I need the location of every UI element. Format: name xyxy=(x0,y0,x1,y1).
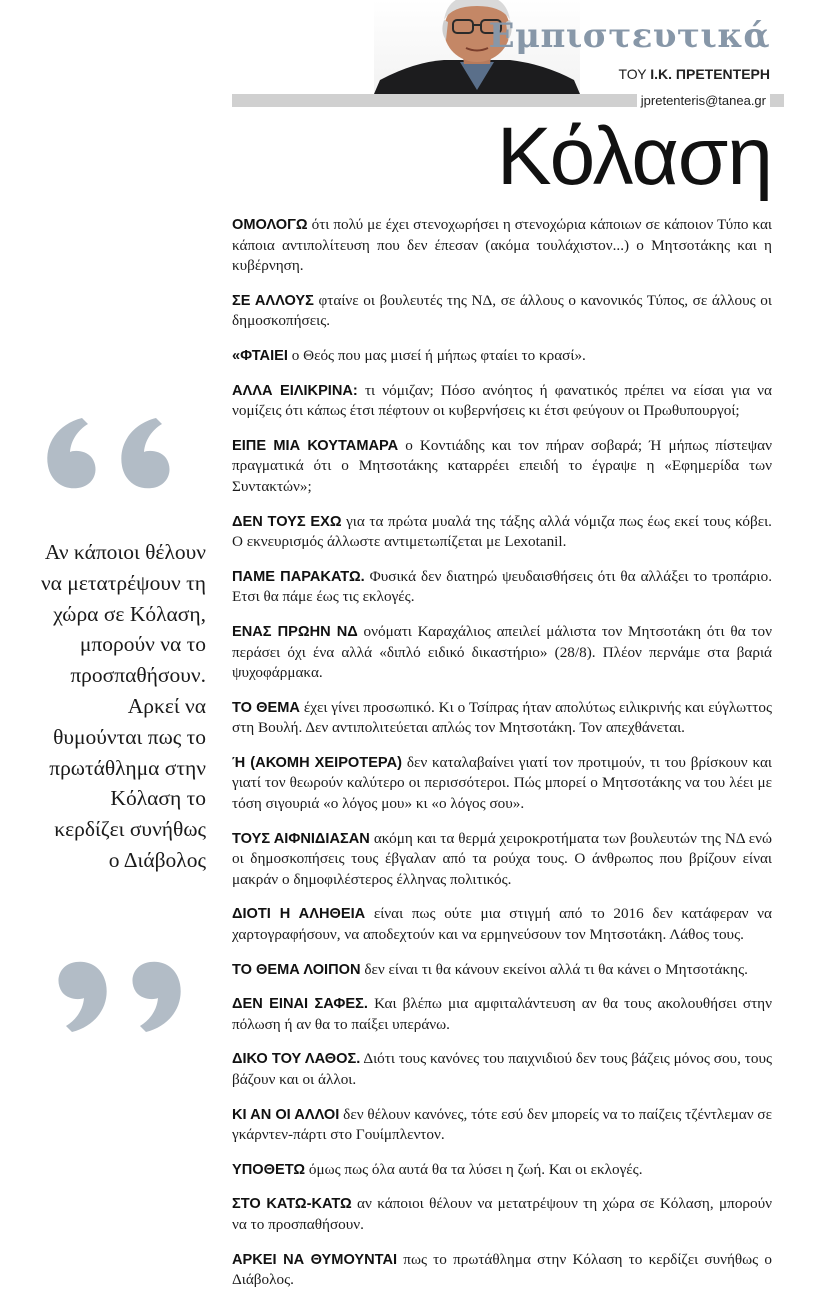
paragraph-text: όμως πως όλα αυτά θα τα λύσει η ζωή. Και οι εκλογές. xyxy=(305,1160,643,1178)
paragraph-text: Και βλέπω μια αμφιταλάντευση αν θα τους ακολουθήσει στην πόλωση ή αν θα το παίξει υπεράνω. xyxy=(232,995,772,1033)
paragraph-lead: ΕΝΑΣ ΠΡΩΗΝ ΝΔ xyxy=(232,623,358,640)
paragraph-lead: ΚΙ ΑΝ ΟΙ ΑΛΛΟΙ xyxy=(232,1106,340,1123)
paragraph-lead: ΑΡΚΕΙ ΝΑ ΘΥΜΟΥΝΤΑΙ xyxy=(232,1251,398,1268)
paragraph-lead: ΟΜΟΛΟΓΩ xyxy=(232,217,308,233)
article-paragraph xyxy=(232,829,772,891)
article-paragraph xyxy=(232,753,772,815)
paragraph-text: ονόματι Καραχάλιος απειλεί μάλιστα τον Μητσοτάκη ότι θα τον περάσει όχι ένα αλλά «διπλό ειδικό δικαστήριο» (28/8). Πλέον περνάμε στα βαριά ψυχοφάρμακα. xyxy=(232,622,772,682)
paragraph-text: Διότι τους κανόνες του παιχνιδιού δεν τους βάζεις μόνος σου, τους βάζουν και οι άλλοι. xyxy=(232,1050,772,1088)
article-paragraph xyxy=(232,1194,772,1235)
paragraph-lead: ΠΑΜΕ ΠΑΡΑΚΑΤΩ. xyxy=(232,568,365,585)
paragraph-text: για τα πρώτα μυαλά της τάξης αλλά νόμιζα πως έως εκεί τους κόβει. Ο εκνευρισμός άλλωστε αντιμετωπίζεται με Lexotanil. xyxy=(232,512,772,551)
paragraph-text: έχει γίνει προσωπικό. Κι ο Τσίπρας ήταν απολύτως ειλικρινής και εύγλωττος στη Βουλή. Δεν αντιπολιτεύεται απλώς τον Μητσοτάκη. Τον απεχθάνεται. xyxy=(232,698,772,737)
byline xyxy=(618,66,770,82)
paragraph-text: δεν καταλαβαίνει γιατί τον προτιμούν, τι του βρίσκουν και γιατί τον θεωρούν καλύτερο οι περισσότεροι. Πώς μπορεί ο Μητσοτάκης να του λέει με τόση σιγουριά «ο λόγος μου» κι «ο λόγος σου». xyxy=(232,753,773,813)
paragraph-text: ότι πολύ με έχει στενοχωρήσει η στενοχώρια κάποιων σε κάποιον Τύπο και κάποια αντιπολίτευση που δεν έπεσαν (ακόμα τουλάχιστον...) ο Μητσοτάκης και η κυβέρνηση. xyxy=(232,216,772,275)
article-body xyxy=(232,215,772,1305)
paragraph-text: ο Θεός που μας μισεί ή μήπως φταίει το κρασί». xyxy=(287,346,586,364)
paragraph-lead: ΔΕΝ ΕΙΝΑΙ ΣΑΦΕΣ. xyxy=(232,996,368,1013)
article-title: Κόλαση xyxy=(496,111,772,202)
paragraph-text: φταίνε οι βουλευτές της ΝΔ, σε άλλους ο κανονικός Τύπος, σε άλλους οι δημοσκοπήσεις. xyxy=(232,291,772,330)
article-paragraph xyxy=(232,1160,772,1181)
paragraph-text: τι νόμιζαν; Πόσο ανόητος ή φανατικός πρέπει να είσαι για να νομίζεις ότι κάπως έτσι πέφτουν οι κυβερνήσεις κι έτσι φεύγουν οι Πρωθυπουργοί; xyxy=(232,381,772,420)
paragraph-lead: ΔΙΟΤΙ Η ΑΛΗΘΕΙΑ xyxy=(232,906,366,923)
paragraph-lead: ΑΛΛΑ ΕΙΛΙΚΡΙΝΑ: xyxy=(232,382,358,399)
article-paragraph xyxy=(232,1250,772,1291)
article-paragraph xyxy=(232,698,772,739)
byline-prefix: ΤΟΥ xyxy=(618,66,647,82)
pull-quote: Αν κάποιοι θέλουν να μετατρέψουν τη χώρα σε Κόλαση, μπορούν να το προσπαθήσουν. Αρκεί να θυμούνται πως το πρωτάθλημα στην Κόλαση το κερδίζει συνήθως ο Διάβολος xyxy=(40,540,206,872)
author-email: jpretenteris@tanea.gr xyxy=(637,93,770,108)
paragraph-lead: ΣΕ ΑΛΛΟΥΣ xyxy=(232,292,314,309)
byline-author: Ι.Κ. ΠΡΕΤΕΝΤΕΡΗ xyxy=(650,66,770,82)
article-paragraph xyxy=(232,215,772,277)
paragraph-text: πως το πρωτάθλημα στην Κόλαση το κερδίζει συνήθως ο Διάβολος. xyxy=(232,1250,772,1289)
paragraph-lead: ΔΙΚΟ ΤΟΥ ΛΑΘΟΣ. xyxy=(232,1051,361,1068)
open-quote-icon xyxy=(44,410,184,495)
column-name: Εμπιστευτικά xyxy=(488,16,770,56)
paragraph-lead: ΤΟ ΘΕΜΑ xyxy=(232,699,300,716)
article-paragraph xyxy=(232,1105,772,1146)
article-paragraph xyxy=(232,960,772,981)
paragraph-lead: ΕΙΠΕ ΜΙΑ ΚΟΥΤΑΜΑΡΑ xyxy=(232,437,399,454)
article-paragraph xyxy=(232,381,772,422)
paragraph-lead: «ΦΤΑΙΕΙ xyxy=(232,347,288,364)
paragraph-text: αν κάποιοι θέλουν να μετατρέψουν τη χώρα σε Κόλαση, μπορούν να το προσπαθήσουν. xyxy=(232,1195,772,1233)
paragraph-text: είναι πως ούτε μια στιγμή από το 2016 δεν κατάφεραν να χαρτογραφήσουν, να αποδεχτούν και να ερμηνεύσουν τον Μητσοτάκη. Λάθος τους. xyxy=(232,905,772,944)
paragraph-text: δεν είναι τι θα κάνουν εκείνοι αλλά τι θα κάνει ο Μητσοτάκης. xyxy=(360,960,748,978)
article-paragraph xyxy=(232,567,772,608)
article-paragraph xyxy=(232,512,772,553)
paragraph-lead: Ή (ΑΚΟΜΗ ΧΕΙΡΟΤΕΡΑ) xyxy=(232,754,402,771)
article-paragraph xyxy=(232,1049,772,1090)
paragraph-lead: ΤΟΥΣ ΑΙΦΝΙΔΙΑΣΑΝ xyxy=(232,830,370,847)
paragraph-lead: ΣΤΟ ΚΑΤΩ-ΚΑΤΩ xyxy=(232,1196,352,1213)
article-paragraph xyxy=(232,994,772,1035)
paragraph-text: ο Κοντιάδης και τον πήραν σοβαρά; Ή μήπως πίστεψαν πραγματικά ότι ο Μητσοτάκης καταρρέει επειδή το έγραψε η «Εφημερίδα των Συντακτών»; xyxy=(232,436,772,495)
article-paragraph xyxy=(232,622,772,684)
paragraph-text: ακόμη και τα θερμά χειροκροτήματα των βουλευτών της ΝΔ ενώ οι δημοσκοπήσεις τους έβγαλαν από τα ρούχα τους. Ο άνθρωπος που βρίζουν είναι μακράν ο δημοφιλέστερος έλληνας πολιτικός. xyxy=(232,829,772,888)
article-paragraph xyxy=(232,904,772,945)
paragraph-lead: ΥΠΟΘΕΤΩ xyxy=(232,1161,306,1178)
paragraph-lead: ΤΟ ΘΕΜΑ ΛΟΙΠΟΝ xyxy=(232,961,361,978)
close-quote-icon xyxy=(44,960,184,1045)
article-paragraph xyxy=(232,346,772,367)
article-paragraph xyxy=(232,436,772,498)
article-paragraph xyxy=(232,291,772,332)
paragraph-text: δεν θέλουν κανόνες, τότε εσύ δεν μπορείς να το παίζεις τζέντλεμαν σε γκάρντεν-πάρτι στο Γουίμπλεντον. xyxy=(232,1105,772,1144)
paragraph-text: Φυσικά δεν διατηρώ ψευδαισθήσεις ότι θα αλλάξει το τροπάριο. Ετσι θα πάμε έως τις εκλογές. xyxy=(232,567,772,606)
paragraph-lead: ΔΕΝ ΤΟΥΣ ΕΧΩ xyxy=(232,513,342,530)
